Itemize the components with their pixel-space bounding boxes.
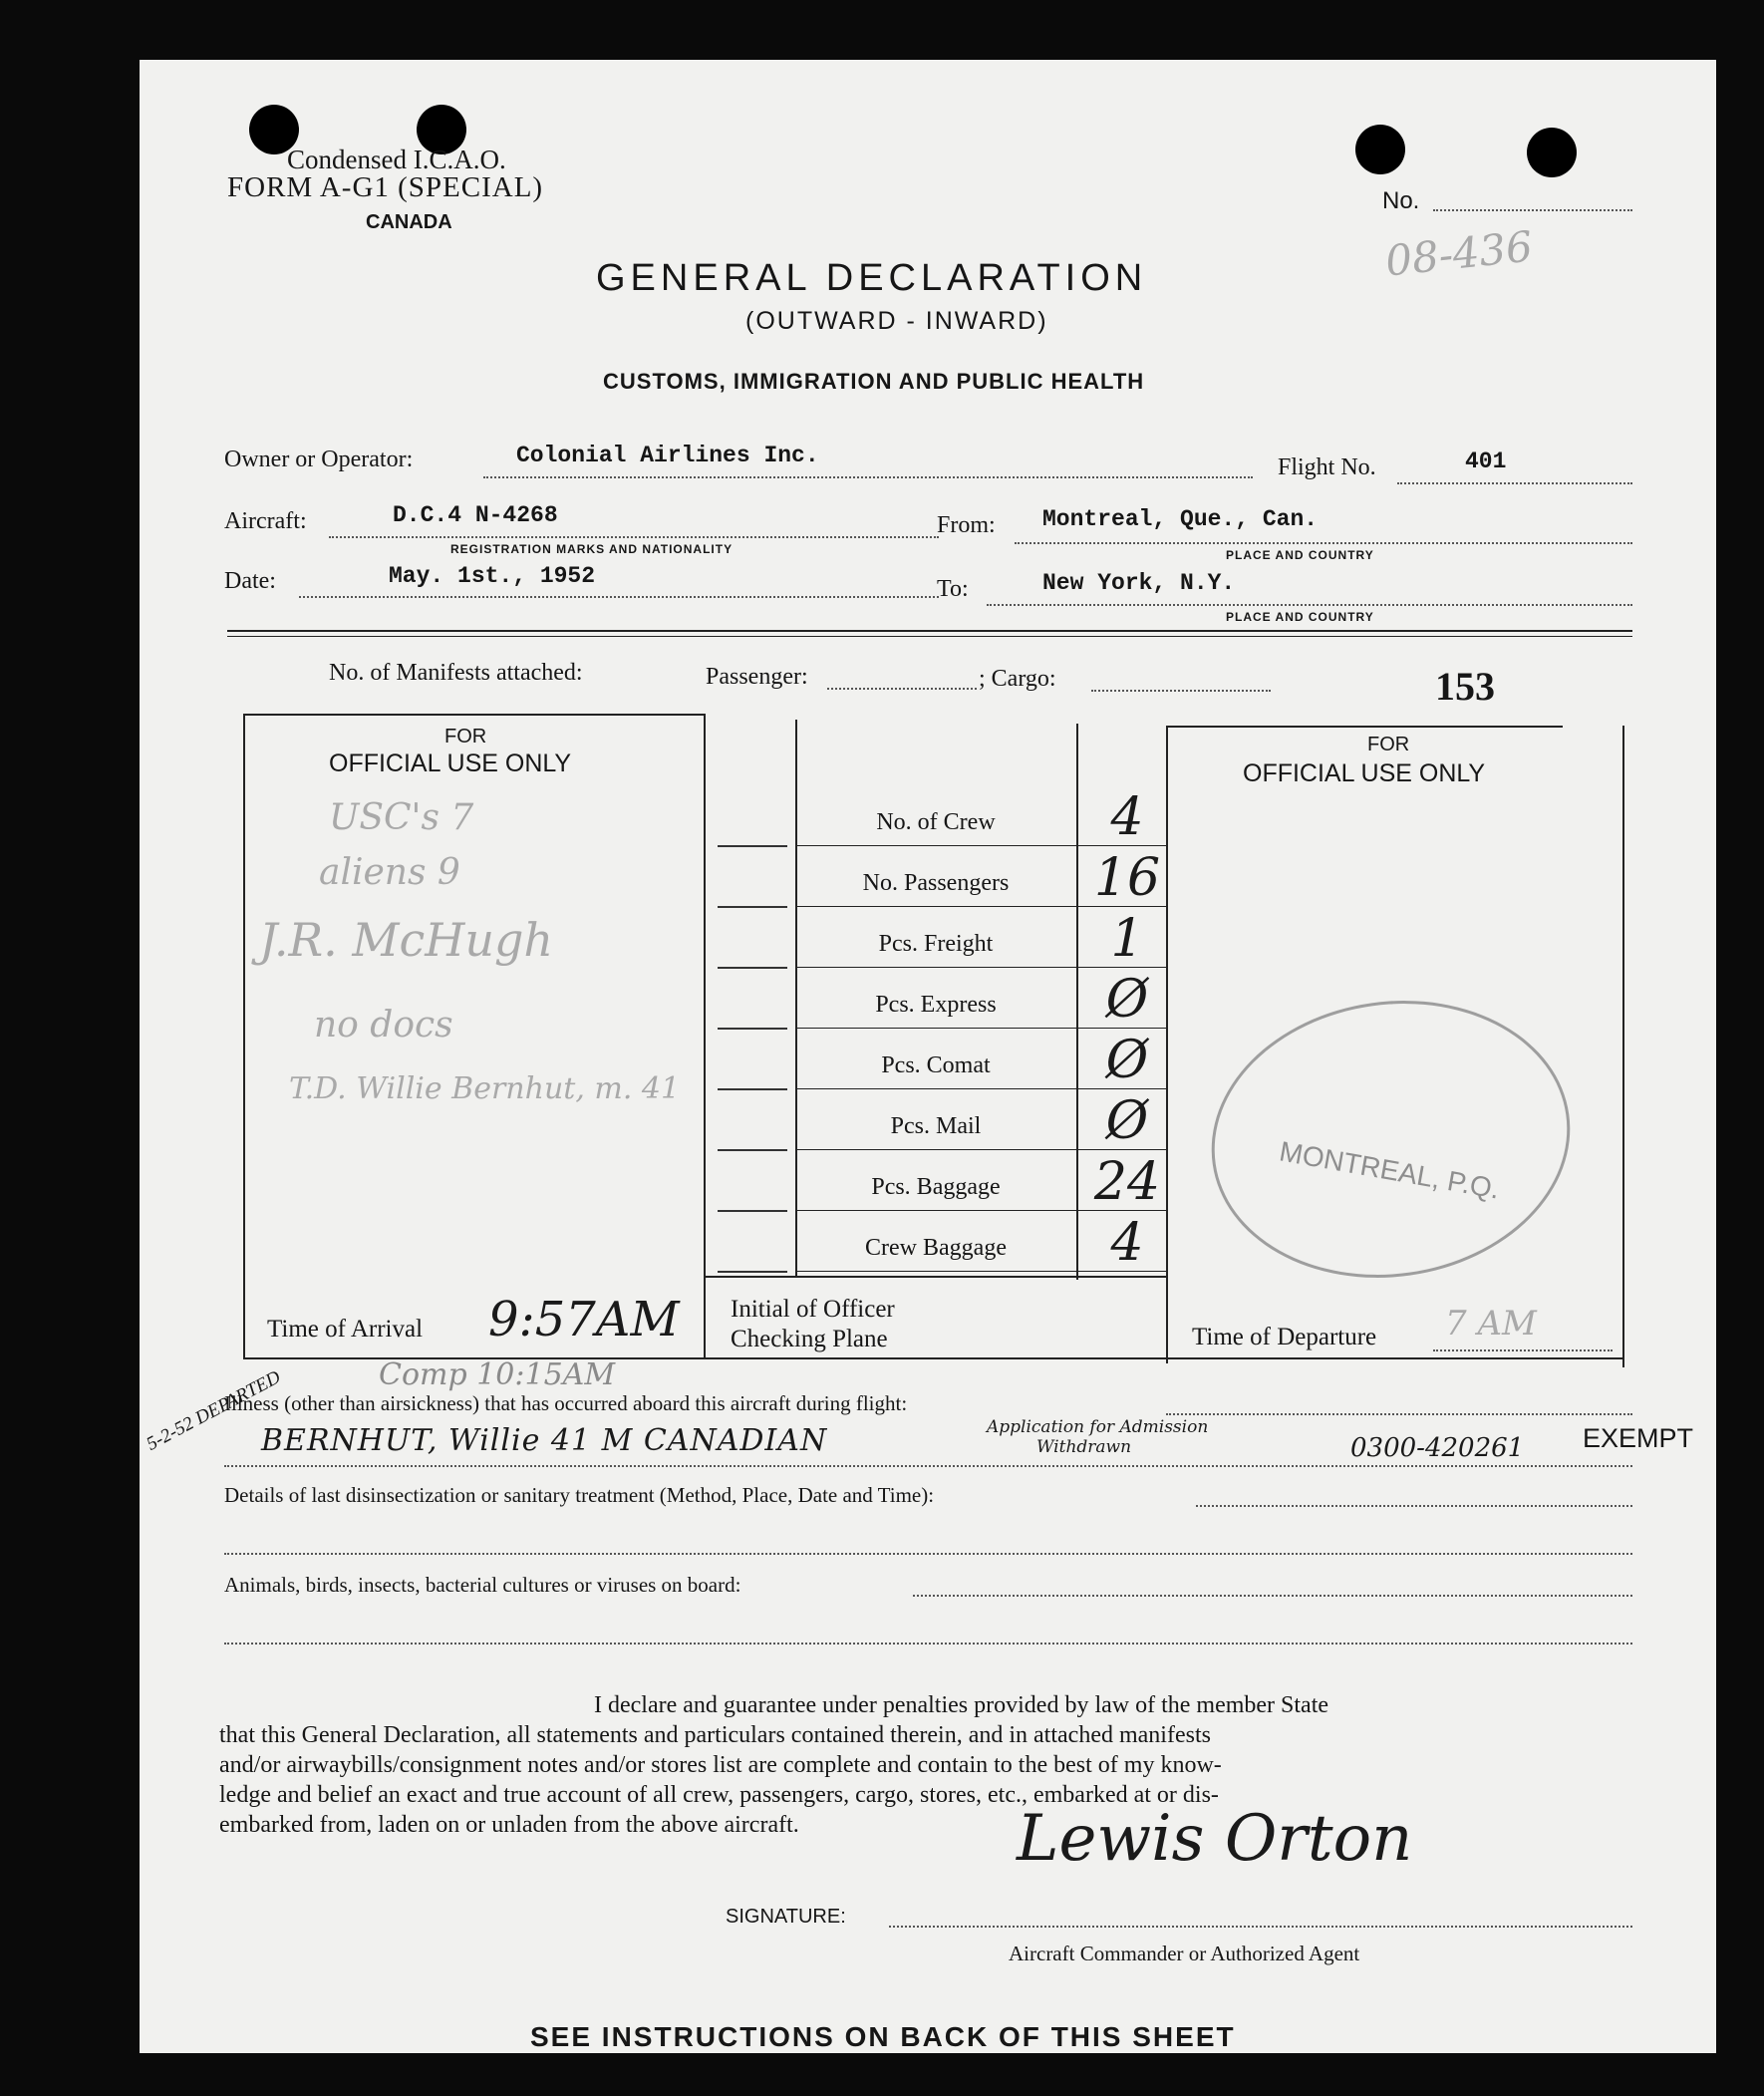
departure-label: Time of Departure <box>1192 1324 1377 1350</box>
form-header-line2: FORM A-G1 (SPECIAL) <box>227 171 544 203</box>
departure-value: 7 AM <box>1445 1304 1537 1344</box>
counts-divider-b <box>1076 724 1078 1280</box>
count-label: Pcs. Express <box>875 992 997 1018</box>
illness-label-line <box>1166 1413 1632 1415</box>
signature-label: SIGNATURE: <box>726 1906 846 1928</box>
count-value: Ø <box>1105 970 1149 1030</box>
count-value: Ø <box>1105 1031 1149 1090</box>
flight-value: 401 <box>1465 449 1507 474</box>
owner-value: Colonial Airlines Inc. <box>516 443 819 468</box>
form-header-line3: CANADA <box>366 211 452 233</box>
aircraft-line <box>329 536 939 538</box>
count-tick <box>718 1149 787 1151</box>
count-label: No. of Crew <box>876 809 996 835</box>
official-note: T.D. Willie Bernhut, m. 41 <box>289 1071 681 1106</box>
count-value: 24 <box>1093 1152 1161 1212</box>
to-caption: PLACE AND COUNTRY <box>1226 610 1374 624</box>
comp-note: Comp 10:15AM <box>379 1357 616 1392</box>
signature-name: Lewis Orton <box>1017 1802 1413 1876</box>
animals-label: Animals, birds, insects, bacterial cultures or viruses on board: <box>224 1573 741 1597</box>
to-value: New York, N.Y. <box>1042 570 1236 596</box>
form-sheet <box>140 60 1716 2053</box>
disinsect-label: Details of last disinsectization or sanitary treatment (Method, Place, Date and Time): <box>224 1483 935 1507</box>
signature-caption: Aircraft Commander or Authorized Agent <box>1009 1942 1360 1965</box>
official-stamp-text: MONTREAL, P.Q. <box>1277 1135 1502 1205</box>
officer-line1: Initial of Officer <box>731 1296 895 1323</box>
from-line <box>1015 542 1632 544</box>
date-label: Date: <box>224 568 276 594</box>
aircraft-value: D.C.4 N-4268 <box>393 502 558 528</box>
document-subheading: CUSTOMS, IMMIGRATION AND PUBLIC HEALTH <box>603 369 1145 394</box>
table-border-right <box>1622 726 1624 1367</box>
count-label: Pcs. Freight <box>878 931 994 957</box>
declaration-line: that this General Declaration, all statements and particulars contained therein, and in attached manifests <box>219 1722 1211 1748</box>
form-header-line1: Condensed I.C.A.O. <box>287 145 506 174</box>
count-tick <box>718 845 787 847</box>
document-subtitle: (OUTWARD - INWARD) <box>745 307 1048 335</box>
count-value: 4 <box>1110 787 1144 847</box>
illness-application-line1: Application for Admission <box>987 1417 1209 1437</box>
declaration-line: ledge and belief an exact and true account of all crew, passengers, cargo, stores, etc., embarked at or dis- <box>219 1782 1219 1808</box>
document-title: GENERAL DECLARATION <box>596 257 1148 299</box>
table-border-top-right <box>1166 726 1563 728</box>
official-note: aliens 9 <box>319 852 460 893</box>
manifests-label: No. of Manifests attached: <box>329 660 583 686</box>
document-number-value: 08-436 <box>1382 221 1535 286</box>
count-tick <box>718 1271 787 1273</box>
illness-application-line2: Withdrawn <box>1036 1437 1132 1457</box>
aircraft-caption: REGISTRATION MARKS AND NATIONALITY <box>450 542 734 556</box>
official-right-title: OFFICIAL USE ONLY <box>1243 759 1486 787</box>
manifests-cargo-line <box>1091 690 1271 692</box>
section-divider <box>227 630 1632 632</box>
section-divider <box>227 636 1632 637</box>
to-label: To: <box>937 576 969 602</box>
officer-line2: Checking Plane <box>731 1326 888 1352</box>
counts-divider-a <box>795 720 797 1276</box>
official-note: USC's 7 <box>329 797 474 838</box>
table-border-left <box>243 714 245 1359</box>
disinsect-line <box>224 1553 1632 1555</box>
manifests-stamp-number: 153 <box>1435 664 1495 709</box>
illness-label: Illness (other than airsickness) that has occurred aboard this aircraft during flight: <box>224 1391 908 1415</box>
flight-label: Flight No. <box>1278 454 1376 480</box>
declaration-line: embarked from, laden on or unladen from the above aircraft. <box>219 1812 799 1838</box>
owner-label: Owner or Operator: <box>224 447 414 472</box>
document-number-label: No. <box>1382 187 1420 214</box>
count-value: 4 <box>1110 1213 1144 1273</box>
table-border-top-left <box>243 714 704 716</box>
count-tick <box>718 1210 787 1212</box>
date-line <box>299 596 939 598</box>
manifests-passenger-label: Passenger: <box>706 664 808 690</box>
to-line <box>987 604 1632 606</box>
from-label: From: <box>937 512 996 538</box>
illness-exempt: EXEMPT <box>1583 1423 1694 1453</box>
date-value: May. 1st., 1952 <box>389 563 596 589</box>
count-label: Crew Baggage <box>865 1235 1007 1261</box>
count-label: No. Passengers <box>862 870 1010 896</box>
official-note: no docs <box>314 1005 453 1046</box>
official-right-for: FOR <box>1367 734 1410 755</box>
officer-divider <box>704 1276 1166 1278</box>
aircraft-label: Aircraft: <box>224 508 307 534</box>
footer-instructions: SEE INSTRUCTIONS ON BACK OF THIS SHEET <box>530 2021 1236 2052</box>
table-divider-left <box>704 714 706 1359</box>
arrival-value: 9:57AM <box>488 1292 680 1347</box>
owner-line <box>483 476 1253 478</box>
arrival-label: Time of Arrival <box>267 1316 424 1343</box>
animals-line <box>224 1643 1632 1645</box>
illness-entry: BERNHUT, Willie 41 M CANADIAN <box>261 1423 828 1458</box>
signature-line <box>889 1926 1632 1928</box>
animals-line <box>913 1595 1632 1597</box>
count-tick <box>718 906 787 908</box>
illness-file-number: 0300-420261 <box>1350 1433 1525 1463</box>
declaration-line: I declare and guarantee under penalties provided by law of the member State <box>594 1692 1329 1718</box>
official-stamp <box>1194 978 1589 1301</box>
punch-hole <box>1527 128 1577 177</box>
illness-margin-note: 5-2-52 DEPARTED <box>143 1366 284 1455</box>
count-label: Pcs. Baggage <box>871 1174 1001 1200</box>
count-tick <box>718 1028 787 1030</box>
illness-line <box>224 1465 1632 1467</box>
count-value: 1 <box>1110 909 1144 969</box>
departure-line <box>1433 1349 1613 1351</box>
from-value: Montreal, Que., Can. <box>1042 506 1319 532</box>
count-label: Pcs. Comat <box>881 1052 991 1078</box>
from-caption: PLACE AND COUNTRY <box>1226 548 1374 562</box>
count-tick <box>718 967 787 969</box>
official-left-title: OFFICIAL USE ONLY <box>329 749 572 777</box>
document-number-line <box>1433 209 1632 211</box>
count-value: Ø <box>1105 1091 1149 1151</box>
declaration-line: and/or airwaybills/consignment notes and/or stores list are complete and contain to the best of my know- <box>219 1752 1222 1778</box>
manifests-passenger-line <box>827 688 977 690</box>
count-label: Pcs. Mail <box>890 1113 982 1139</box>
punch-hole <box>1355 125 1405 174</box>
official-left-for: FOR <box>444 726 487 748</box>
count-value: 16 <box>1093 848 1161 908</box>
disinsect-line <box>1196 1505 1632 1507</box>
manifests-cargo-label: ; Cargo: <box>979 666 1056 692</box>
count-tick <box>718 1088 787 1090</box>
flight-line <box>1397 482 1632 484</box>
official-note: J.R. McHugh <box>259 913 554 967</box>
